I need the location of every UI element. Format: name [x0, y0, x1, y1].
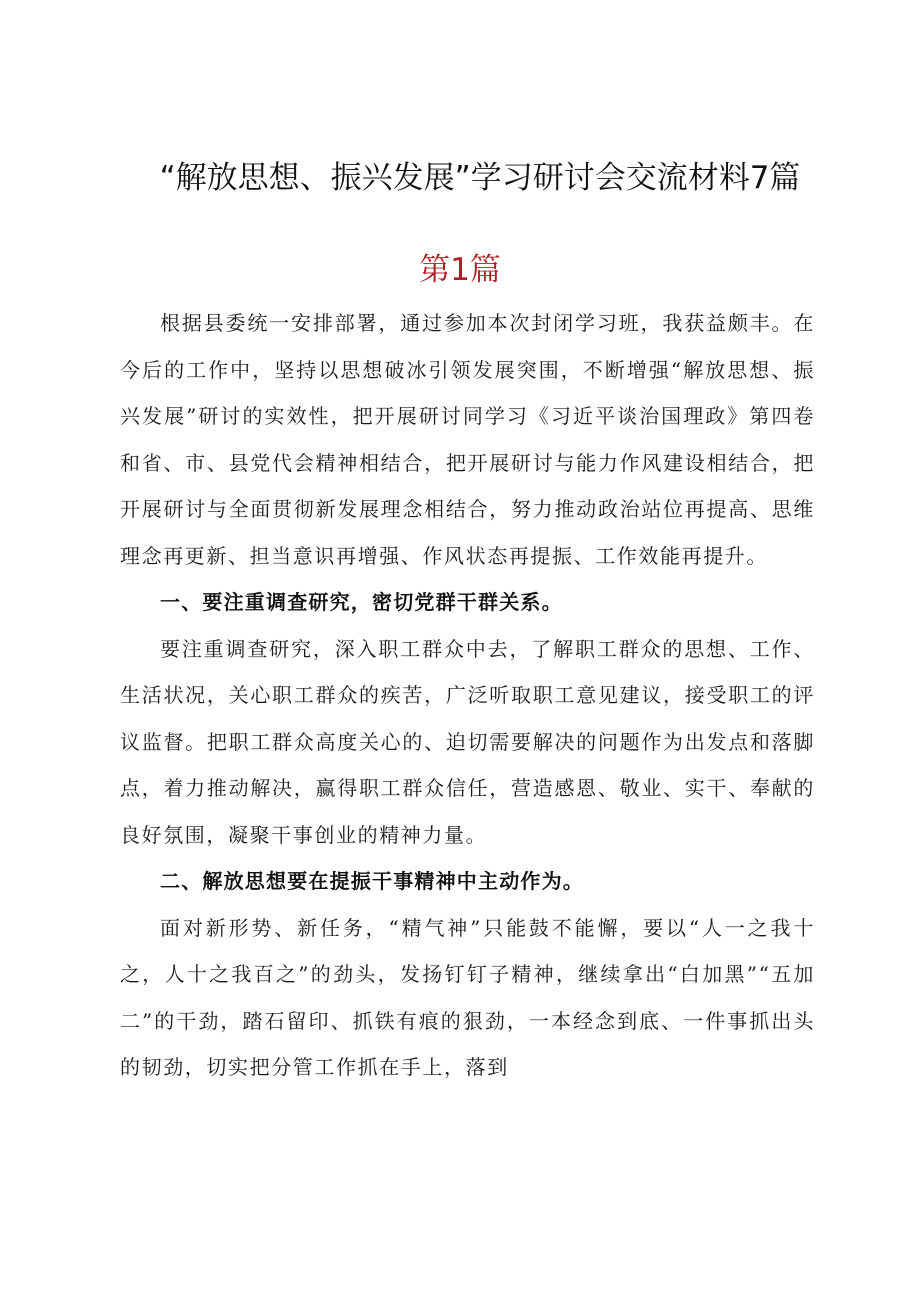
paragraph-spirit: 面对新形势、新任务，“精气神”只能鼓不能懈，要以“人一之我十之，人十之我百之”的劲头，发扬钉钉子精神，继续拿出“白加黑”“五加二”的干劲，踏石留印、抓铁有痕的狠劲，一本经念到底、一件事抓出头的韧劲，切实把分管工作抓在手上，落到 [120, 915, 815, 1079]
paragraph-investigation: 要注重调查研究，深入职工群众中去，了解职工群众的思想、工作、生活状况，关心职工群众的疾苦，广泛听取职工意见建议，接受职工的评议监督。把职工群众高度关心的、迫切需要解决的问题作为出发点和落脚点，着力推动解决，赢得职工群众信任，营造感恩、敬业、实干、奉献的良好氛围，凝聚干事创业的精神力量。 [120, 636, 815, 847]
document-title: “解放思想、振兴发展”学习研讨会交流材料7篇 [159, 160, 801, 196]
heading-one: 一、要注重调查研究，密切党群干群关系。 [160, 590, 563, 614]
paragraph-intro: 根据县委统一安排部署，通过参加本次封闭学习班，我获益颇丰。在今后的工作中，坚持以思想破冰引领发展突围，不断增强“解放思想、振兴发展”研讨的实效性，把开展研讨同学习《习近平谈治国理政》第四卷和省、市、县党代会精神相结合，把开展研讨与能力作风建设相结合，把开展研讨与全面贯彻新发展理念相结合，努力推动政治站位再提高、思维理念再更新、担当意识再增强、作风状态再提振、工作效能再提升。 [120, 311, 815, 568]
document-body [120, 300, 815, 1091]
section-title: 第1篇 [419, 252, 501, 288]
heading-two: 二、解放思想要在提振干事精神中主动作为。 [160, 869, 584, 893]
